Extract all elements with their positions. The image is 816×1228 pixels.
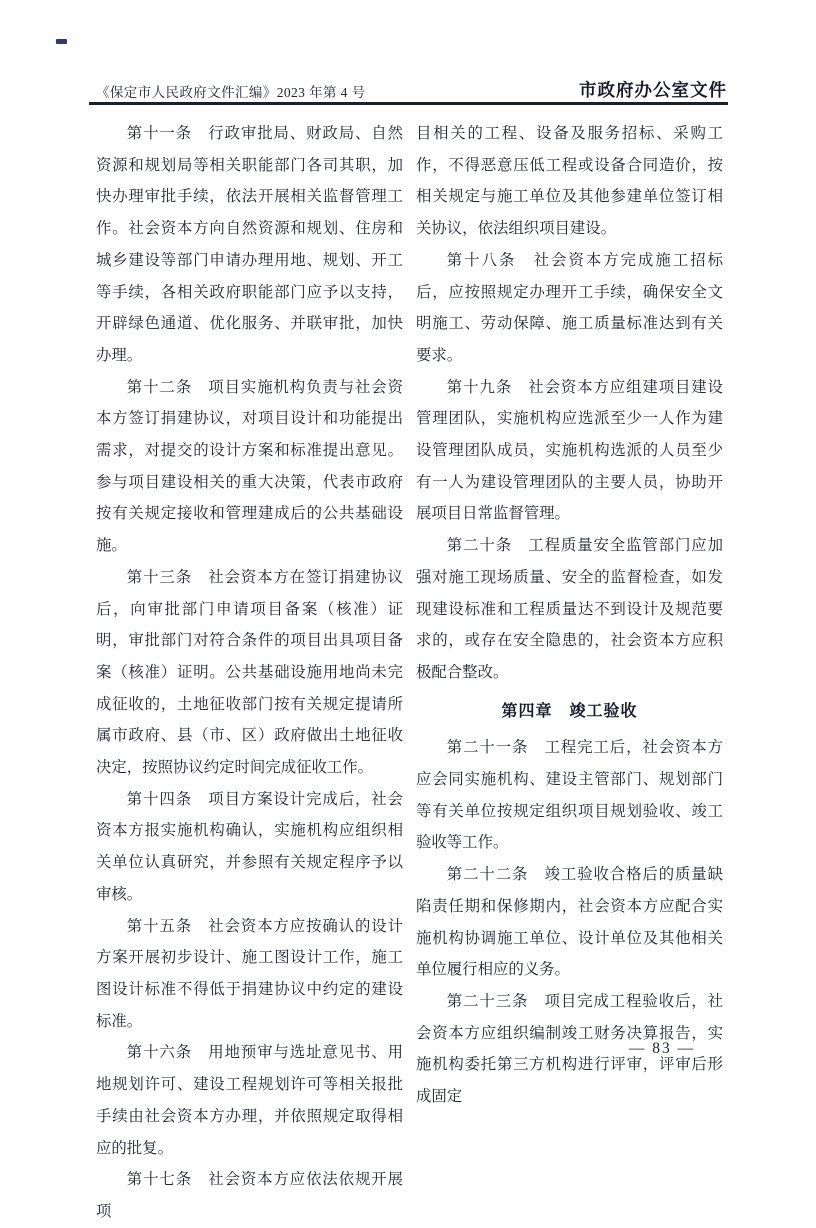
chapter-heading: 第四章 竣工验收: [501, 702, 638, 720]
page-number: — 83 —: [628, 1040, 696, 1057]
left-column: [96, 118, 403, 1228]
paragraph: 第十八条 社会资本方完成施工招标后，应按照规定办理开工手续，确保安全文明施工、劳动保障、施工质量标准达到有关要求。: [416, 251, 723, 364]
header-divider: [89, 102, 728, 105]
document-category: 市政府办公室文件: [579, 80, 727, 100]
paragraph: 第十四条 项目方案设计完成后，社会资本方报实施机构确认，实施机构应组织相关单位认真研究，并参照有关规定程序予以审核。: [96, 790, 403, 903]
paragraph: 第十七条 社会资本方应依法依规开展项: [96, 1171, 403, 1220]
paragraph: 第十二条 项目实施机构负责与社会资本方签订捐建协议，对项目设计和功能提出需求，对提交的设计方案和标准提出意见。参与项目建设相关的重大决策，代表市政府按有关规定接收和管理建成后的公共基础设施。: [96, 378, 403, 555]
paragraph: 第二十一条 工程完工后，社会资本方应会同实施机构、建设主管部门、规划部门等有关单位按规定组织项目规划验收、竣工验收等工作。: [416, 739, 723, 852]
paragraph: 第十五条 社会资本方应按确认的设计方案开展初步设计、施工图设计工作，施工图设计标准不得低于捐建协议中约定的建设标准。: [96, 917, 403, 1030]
paragraph: 第二十条 工程质量安全监管部门应加强对施工现场质量、安全的监督检查，如发现建设标准和工程质量达不到设计及规范要求的，或存在安全隐患的，社会资本方应积极配合整改。: [416, 537, 723, 681]
scan-artifact-mark: [56, 39, 67, 44]
paragraph: 第十三条 社会资本方在签订捐建协议后，向审批部门申请项目备案（核准）证明，审批部门对符合条件的项目出具项目备案（核准）证明。公共基础设施用地尚未完成征收的，土地征收部门按有关规定提请所属市政府、县（市、区）政府做出土地征收决定，按照协议约定时间完成征收工作。: [96, 568, 403, 777]
paragraph: 第十六条 用地预审与选址意见书、用地规划许可、建设工程规划许可等相关报批手续由社会资本方办理，并依照规定取得相应的批复。: [96, 1044, 403, 1157]
paragraph: 第二十三条 项目完成工程验收后，社会资本方应组织编制竣工财务决算报告，实施机构委托第三方机构进行评审，评审后形成固定: [416, 992, 723, 1106]
paragraph: 目相关的工程、设备及服务招标、采购工作，不得恶意压低工程或设备合同造价，按相关规定与施工单位及其他参建单位签订相关协议，依法组织项目建设。: [416, 125, 723, 238]
right-column: [416, 118, 723, 1113]
paragraph: 第十一条 行政审批局、财政局、自然资源和规划局等相关职能部门各司其职，加快办理审批手续，依法开展相关监督管理工作。社会资本方向自然资源和规划、住房和城乡建设等部门申请办理用地、规划、开工等手续，各相关政府职能部门应予以支持，开辟绿色通道、优化服务、并联审批，加快办理。: [96, 125, 403, 364]
paragraph: 第十九条 社会资本方应组建项目建设管理团队，实施机构应选派至少一人作为建设管理团队成员，实施机构选派的人员至少有一人为建设管理团队的主要人员，协助开展项目日常监督管理。: [416, 378, 723, 523]
journal-title: 《保定市人民政府文件汇编》2023 年第 4 号: [96, 85, 366, 100]
paragraph: 第二十二条 竣工验收合格后的质量缺陷责任期和保修期内，社会资本方应配合实施机构协调施工单位、设计单位及其他相关单位履行相应的义务。: [416, 866, 723, 979]
